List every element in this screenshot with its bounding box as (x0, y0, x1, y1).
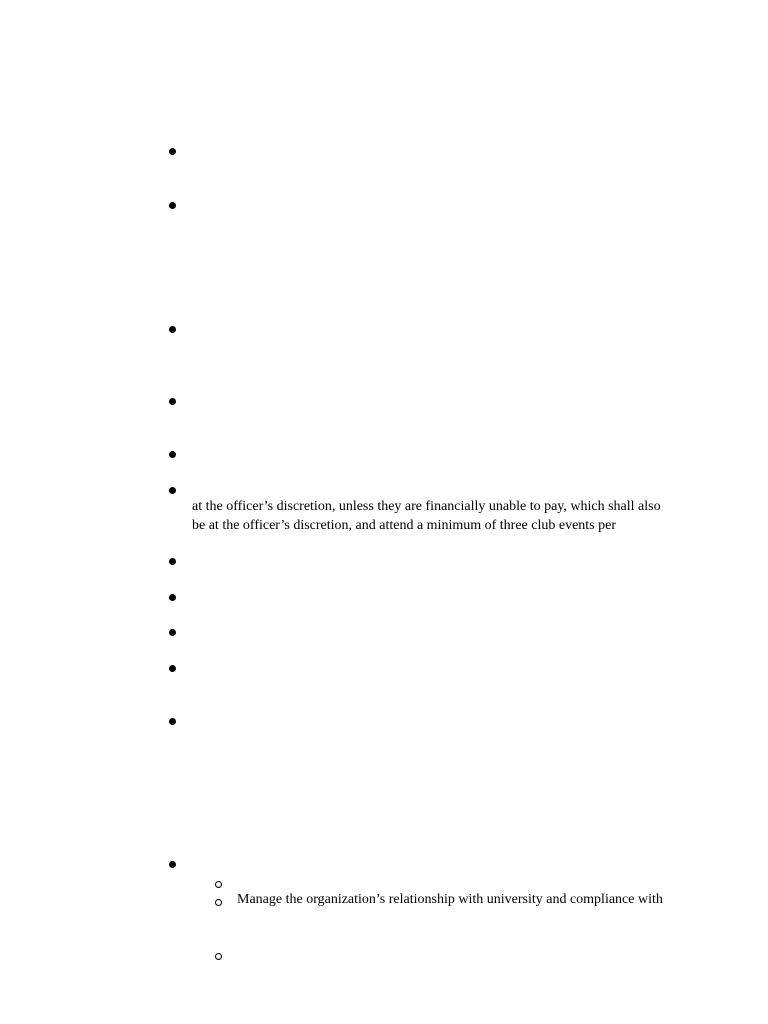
sub-bullet-marker (215, 952, 225, 962)
bullet-marker (169, 201, 179, 211)
bullet-marker (169, 860, 179, 870)
bullet-marker (169, 325, 179, 335)
bullet-marker (169, 664, 179, 674)
paragraph-line: be at the officer’s discretion, and attend a minimum of three club events per (192, 518, 617, 533)
bullet-marker (169, 628, 179, 638)
bullet-marker (169, 397, 179, 407)
sub-item-text: Manage the organization’s relationship with university and compliance with (237, 892, 663, 907)
bullet-marker (169, 557, 179, 567)
sub-bullet-marker (215, 880, 225, 890)
bullet-marker (169, 717, 179, 727)
paragraph-line: at the officer’s discretion, unless they are financially unable to pay, which shall also (192, 499, 661, 514)
bullet-marker (169, 147, 179, 157)
bullet-marker (169, 486, 179, 496)
sub-bullet-marker (215, 898, 225, 908)
bullet-marker (169, 593, 179, 603)
bullet-marker (169, 450, 179, 460)
